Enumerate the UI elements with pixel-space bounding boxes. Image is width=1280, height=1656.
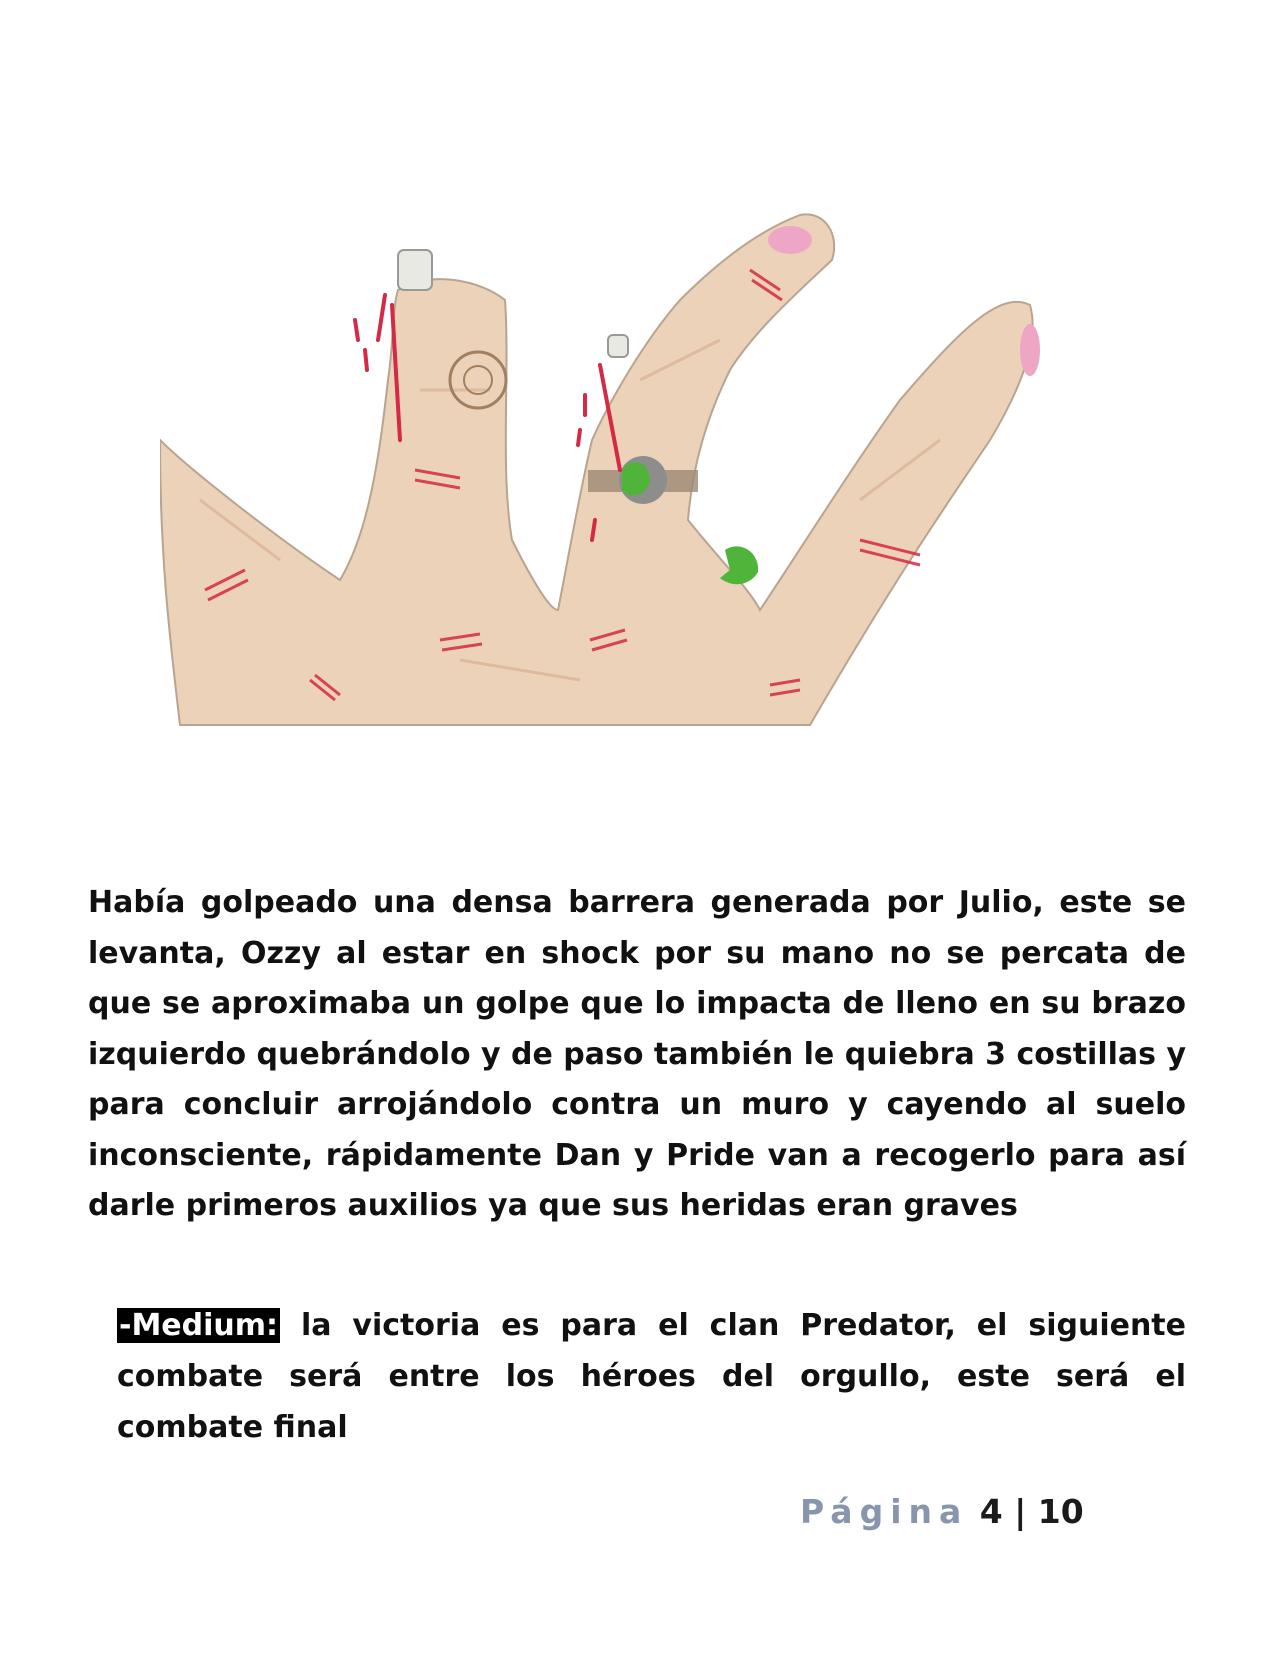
page-footer: [800, 1492, 1084, 1531]
page-total: 10: [1037, 1492, 1084, 1531]
speaker-label: -Medium:: [119, 1308, 279, 1343]
dialogue-line: [117, 1300, 1186, 1453]
bone-stump: [398, 250, 432, 290]
drawn-hand-icon: [160, 140, 1110, 780]
dialogue-text: la victoria es para el clan Predator, el siguiente combate será entre los héroes del orgullo, este será el combate final: [117, 1308, 1186, 1445]
story-paragraph: Había golpeado una densa barrera generada por Julio, este se levanta, Ozzy al estar en shock por su mano no se percata de que se aproximaba un golpe que lo impacta de lleno en su brazo izquierdo quebrándolo y de paso también le quiebra 3 costillas y para concluir arrojándolo contra un muro y cayendo al suelo inconsciente, rápidamente Dan y Pride van a recogerlo para así darle primeros auxilios ya que sus heridas eran graves: [88, 885, 1187, 1223]
page-separator: |: [1014, 1492, 1027, 1531]
hand-illustration: [160, 140, 1110, 780]
page-label: Página: [800, 1492, 969, 1531]
fingernail: [768, 226, 812, 254]
page-number: 4: [979, 1492, 1003, 1531]
